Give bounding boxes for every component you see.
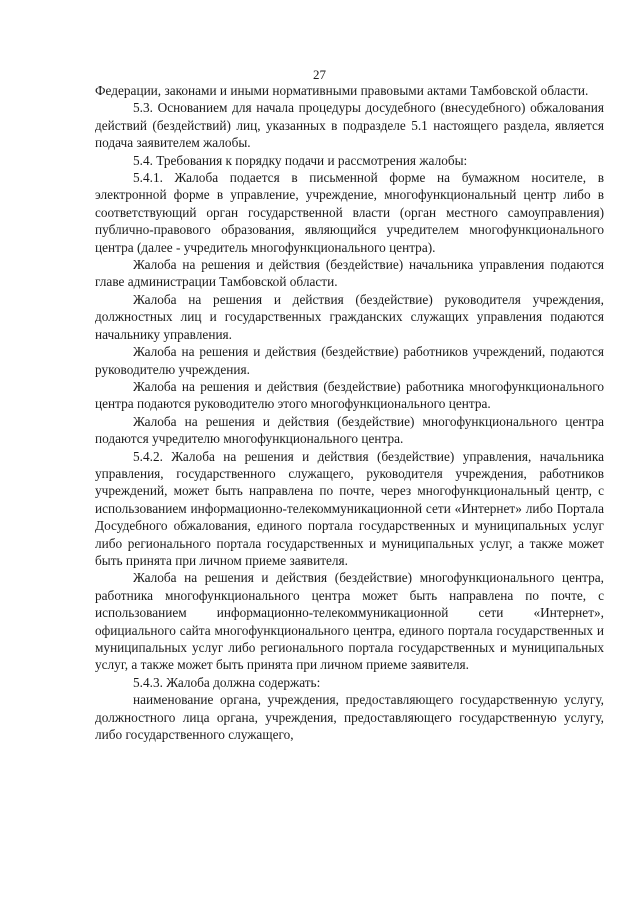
paragraph: Федерации, законами и иными нормативными правовыми актами Тамбовской области. — [95, 83, 589, 98]
paragraph: 5.4.3. Жалоба должна содержать: — [133, 674, 321, 690]
document-body — [95, 82, 604, 743]
paragraph: Жалоба на решения и действия (бездействие) многофункционального центра, работника многофункционального центра может быть направлена по почте, с использованием информационно-телекоммуникационной сети «Интернет», официального сайта многофункционального центра, единого портала государственных и муниципальных услуг либо регионального портала государственных и муниципальных услуг, а также может быть принята при личном приеме заявителя. — [95, 570, 604, 673]
paragraph: 5.3. Основанием для начала процедуры досудебного (внесудебного) обжалования действий (бездействий) лиц, указанных в подразделе 5.1 настоящего раздела, является подача заявителем жалобы. — [95, 100, 604, 151]
paragraph: Жалоба на решения и действия (бездействие) многофункционального центра подаются учредителю многофункционального центра. — [95, 413, 604, 447]
paragraph: Жалоба на решения и действия (бездействие) работников учреждений, подаются руководителю учреждения. — [95, 344, 604, 377]
paragraph: 5.4. Требования к порядку подачи и рассмотрения жалобы: — [133, 152, 468, 168]
page-number: 27 — [313, 67, 326, 82]
paragraph: Жалоба на решения и действия (бездействие) руководителя учреждения, должностных лиц и государственных гражданских служащих управления подаются начальнику управления. — [95, 291, 604, 342]
paragraph: Жалоба на решения и действия (бездействие) начальника управления подаются главе администрации Тамбовской области. — [95, 257, 604, 290]
paragraph: наименование органа, учреждения, предоставляющего государственную услугу, должностного лица органа, учреждения, предоставляющего государственную услугу, либо государственного служащего, — [95, 692, 604, 743]
paragraph: 5.4.1. Жалоба подается в письменной форме на бумажном носителе, в электронной форме в управление, учреждение, многофункциональный центр либо в соответствующий орган государственной власти (орган местного самоуправления) публично-правового образования, являющийся учредителем многофункционального центра (далее - учредитель многофункционального центра). — [95, 170, 604, 255]
paragraph: 5.4.2. Жалоба на решения и действия (бездействие) управления, начальника управления, государственного служащего, руководителя учреждения, работников учреждений, может быть направлена по почте, через многофункциональный центр, с использованием информационно-телекоммуникационной сети «Интернет» либо Портала Досудебного обжалования, единого портала государственных и муниципальных услуг либо регионального портала государственных и муниципальных услуг, а также может быть принята при личном приеме заявителя. — [95, 448, 604, 568]
paragraph: Жалоба на решения и действия (бездействие) работника многофункционального центра подаются руководителю этого многофункционального центра. — [95, 378, 604, 412]
